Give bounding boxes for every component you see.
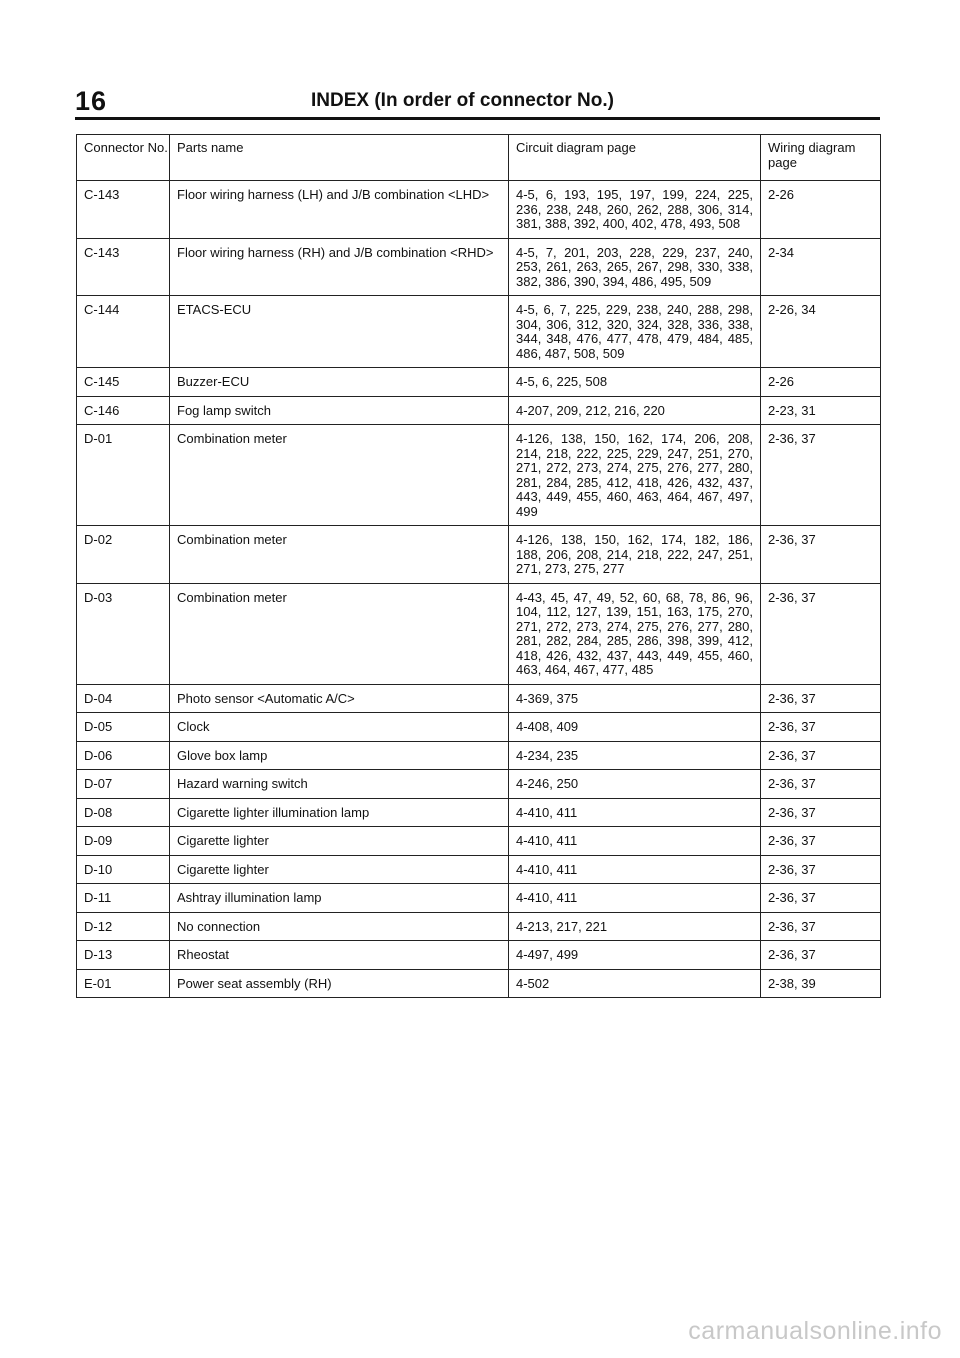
table-row bbox=[77, 969, 881, 998]
connector-cell: D-05 bbox=[77, 713, 170, 742]
connector-cell: D-12 bbox=[77, 912, 170, 941]
parts-name-cell: Combination meter bbox=[170, 425, 509, 526]
circuit-page-cell: 4-502 bbox=[509, 969, 761, 998]
table-row bbox=[77, 713, 881, 742]
table-row bbox=[77, 941, 881, 970]
parts-name-cell: Rheostat bbox=[170, 941, 509, 970]
parts-name-cell: Buzzer-ECU bbox=[170, 368, 509, 397]
page-header bbox=[75, 86, 880, 116]
connector-cell: D-11 bbox=[77, 884, 170, 913]
table-row bbox=[77, 827, 881, 856]
wiring-page-cell: 2-36, 37 bbox=[761, 713, 881, 742]
wiring-page-cell: 2-36, 37 bbox=[761, 912, 881, 941]
table-header-row bbox=[77, 135, 881, 181]
table-row bbox=[77, 798, 881, 827]
circuit-page-cell: 4-43, 45, 47, 49, 52, 60, 68, 78, 86, 96, 104, 112, 127, 139, 151, 163, 175, 270, 271, 272, 273, 274, 275, 276, 277, 280, 281, 282, 284, 285, 286, 398, 399, 412, 418, 426, 432, 437, 443, 449, 455, 460, 463, 464, 467, 477, 485 bbox=[509, 583, 761, 684]
table-row bbox=[77, 181, 881, 239]
circuit-page-cell: 4-5, 6, 193, 195, 197, 199, 224, 225, 236, 238, 248, 260, 262, 288, 306, 314, 381, 388, 392, 400, 402, 478, 493, 508 bbox=[509, 181, 761, 239]
parts-name-cell: Combination meter bbox=[170, 526, 509, 584]
circuit-page-cell: 4-213, 217, 221 bbox=[509, 912, 761, 941]
circuit-page-cell: 4-410, 411 bbox=[509, 855, 761, 884]
wiring-page-cell: 2-36, 37 bbox=[761, 827, 881, 856]
wiring-page-cell: 2-26, 34 bbox=[761, 296, 881, 368]
table-row bbox=[77, 396, 881, 425]
table-row bbox=[77, 526, 881, 584]
connector-index-table bbox=[76, 134, 881, 998]
wiring-page-cell: 2-23, 31 bbox=[761, 396, 881, 425]
circuit-page-cell: 4-369, 375 bbox=[509, 684, 761, 713]
circuit-page-cell: 4-5, 7, 201, 203, 228, 229, 237, 240, 253, 261, 263, 265, 267, 298, 330, 338, 382, 386, 390, 394, 486, 495, 509 bbox=[509, 238, 761, 296]
circuit-page-cell: 4-410, 411 bbox=[509, 798, 761, 827]
column-header-connector: Connector No. bbox=[77, 135, 170, 181]
circuit-page-cell: 4-234, 235 bbox=[509, 741, 761, 770]
connector-cell: C-145 bbox=[77, 368, 170, 397]
parts-name-cell: Floor wiring harness (LH) and J/B combination <LHD> bbox=[170, 181, 509, 239]
connector-cell: D-04 bbox=[77, 684, 170, 713]
parts-name-cell: No connection bbox=[170, 912, 509, 941]
parts-name-cell: Cigarette lighter bbox=[170, 827, 509, 856]
connector-cell: E-01 bbox=[77, 969, 170, 998]
parts-name-cell: Floor wiring harness (RH) and J/B combination <RHD> bbox=[170, 238, 509, 296]
wiring-page-cell: 2-36, 37 bbox=[761, 884, 881, 913]
circuit-page-cell: 4-5, 6, 225, 508 bbox=[509, 368, 761, 397]
wiring-page-cell: 2-36, 37 bbox=[761, 425, 881, 526]
page-title: INDEX (In order of connector No.) bbox=[311, 90, 614, 111]
parts-name-cell: Hazard warning switch bbox=[170, 770, 509, 799]
header-rule bbox=[75, 117, 880, 120]
connector-cell: D-06 bbox=[77, 741, 170, 770]
wiring-page-cell: 2-36, 37 bbox=[761, 855, 881, 884]
circuit-page-cell: 4-246, 250 bbox=[509, 770, 761, 799]
wiring-page-cell: 2-38, 39 bbox=[761, 969, 881, 998]
table-row bbox=[77, 912, 881, 941]
parts-name-cell: Cigarette lighter bbox=[170, 855, 509, 884]
table-row bbox=[77, 583, 881, 684]
connector-cell: C-143 bbox=[77, 238, 170, 296]
connector-cell: D-10 bbox=[77, 855, 170, 884]
table-row bbox=[77, 770, 881, 799]
table-row bbox=[77, 684, 881, 713]
connector-cell: D-01 bbox=[77, 425, 170, 526]
connector-cell: D-09 bbox=[77, 827, 170, 856]
circuit-page-cell: 4-207, 209, 212, 216, 220 bbox=[509, 396, 761, 425]
circuit-page-cell: 4-497, 499 bbox=[509, 941, 761, 970]
parts-name-cell: Photo sensor <Automatic A/C> bbox=[170, 684, 509, 713]
table-row bbox=[77, 855, 881, 884]
wiring-page-cell: 2-34 bbox=[761, 238, 881, 296]
circuit-page-cell: 4-408, 409 bbox=[509, 713, 761, 742]
parts-name-cell: ETACS-ECU bbox=[170, 296, 509, 368]
column-header-parts-name: Parts name bbox=[170, 135, 509, 181]
connector-cell: D-13 bbox=[77, 941, 170, 970]
column-header-wiring-page: Wiring diagram page bbox=[761, 135, 881, 181]
wiring-page-cell: 2-36, 37 bbox=[761, 798, 881, 827]
table-body bbox=[77, 181, 881, 998]
parts-name-cell: Glove box lamp bbox=[170, 741, 509, 770]
table-row bbox=[77, 884, 881, 913]
connector-cell: C-144 bbox=[77, 296, 170, 368]
table-row bbox=[77, 741, 881, 770]
connector-cell: D-02 bbox=[77, 526, 170, 584]
page-number: 16 bbox=[75, 86, 108, 116]
parts-name-cell: Fog lamp switch bbox=[170, 396, 509, 425]
wiring-page-cell: 2-36, 37 bbox=[761, 770, 881, 799]
circuit-page-cell: 4-126, 138, 150, 162, 174, 206, 208, 214, 218, 222, 225, 229, 247, 251, 270, 271, 272, 273, 274, 275, 276, 277, 280, 281, 284, 285, 412, 418, 426, 432, 437, 443, 449, 455, 460, 463, 464, 467, 497, 499 bbox=[509, 425, 761, 526]
wiring-page-cell: 2-36, 37 bbox=[761, 941, 881, 970]
table-row bbox=[77, 368, 881, 397]
wiring-page-cell: 2-26 bbox=[761, 181, 881, 239]
connector-cell: D-07 bbox=[77, 770, 170, 799]
wiring-page-cell: 2-36, 37 bbox=[761, 526, 881, 584]
connector-cell: D-08 bbox=[77, 798, 170, 827]
circuit-page-cell: 4-410, 411 bbox=[509, 827, 761, 856]
connector-cell: D-03 bbox=[77, 583, 170, 684]
parts-name-cell: Combination meter bbox=[170, 583, 509, 684]
column-header-circuit-page: Circuit diagram page bbox=[509, 135, 761, 181]
parts-name-cell: Ashtray illumination lamp bbox=[170, 884, 509, 913]
parts-name-cell: Power seat assembly (RH) bbox=[170, 969, 509, 998]
table-row bbox=[77, 238, 881, 296]
watermark: carmanualsonline.info bbox=[688, 1317, 942, 1345]
connector-cell: C-143 bbox=[77, 181, 170, 239]
connector-cell: C-146 bbox=[77, 396, 170, 425]
table-row bbox=[77, 425, 881, 526]
table-row bbox=[77, 296, 881, 368]
wiring-page-cell: 2-36, 37 bbox=[761, 741, 881, 770]
wiring-page-cell: 2-36, 37 bbox=[761, 684, 881, 713]
parts-name-cell: Cigarette lighter illumination lamp bbox=[170, 798, 509, 827]
parts-name-cell: Clock bbox=[170, 713, 509, 742]
circuit-page-cell: 4-126, 138, 150, 162, 174, 182, 186, 188, 206, 208, 214, 218, 222, 247, 251, 271, 273, 275, 277 bbox=[509, 526, 761, 584]
wiring-page-cell: 2-36, 37 bbox=[761, 583, 881, 684]
circuit-page-cell: 4-410, 411 bbox=[509, 884, 761, 913]
wiring-page-cell: 2-26 bbox=[761, 368, 881, 397]
circuit-page-cell: 4-5, 6, 7, 225, 229, 238, 240, 288, 298, 304, 306, 312, 320, 324, 328, 336, 338, 344, 348, 476, 477, 478, 479, 484, 485, 486, 487, 508, 509 bbox=[509, 296, 761, 368]
